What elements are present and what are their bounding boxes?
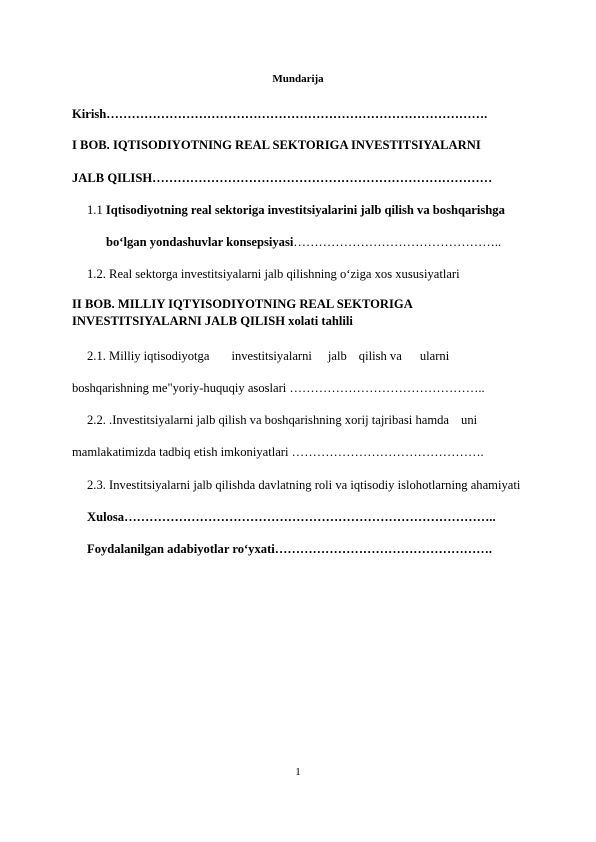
toc-section-1-1-cont xyxy=(106,234,501,250)
toc-entry-adabiyotlar: Foydalanilgan adabiyotlar ro‘yxati……………………………………………. xyxy=(87,542,493,556)
toc-section-1-2: 1.2. Real sektorga investitsiyalarni jalb qilishning o‘ziga xos xususiyatlari xyxy=(87,267,460,281)
toc-chapter-1-heading: I BOB. IQTISODIYOTNING REAL SEKTORIGA INVESTITSIYALARNI xyxy=(72,138,481,152)
toc-section-2-2-cont: mamlakatimizda tadbiq etish imkoniyatlari ………………………………………. xyxy=(72,445,484,459)
toc-section-2-1-word: investitsiyalarni xyxy=(231,349,312,363)
toc-section-2-1-cont: boshqarishning me"yoriy-huquqiy asoslari ……………………………………….. xyxy=(72,381,485,395)
toc-section-2-1-word: qilish va xyxy=(358,349,402,363)
toc-section-2-2-title: 2.2. .Investitsiyalarni jalb qilish va boshqarishning xorij tajribasi hamda xyxy=(87,413,450,427)
toc-section-2-3: 2.3. Investitsiyalarni jalb qilishda davlatning roli va iqtisodiy islohotlarning ahamiyati xyxy=(87,478,521,492)
toc-section-1-1 xyxy=(87,202,505,218)
toc-section-2-2 xyxy=(87,412,477,428)
toc-chapter-1-heading-cont: JALB QILISH……………………………………………………………………… xyxy=(72,171,493,185)
toc-section-2-2-title-end: uni xyxy=(461,413,478,427)
toc-chapter-2-heading: II BOB. MILLIY IQTYISODIYOTNING REAL SEKTORIGA xyxy=(72,297,413,311)
toc-section-2-1 xyxy=(87,348,449,364)
toc-title: Mundarija xyxy=(272,73,324,85)
toc-entry-kirish: Kirish………………………………………………………………………………. xyxy=(72,107,488,121)
toc-section-1-1-leader: ………………………………………….. xyxy=(293,235,502,249)
toc-section-2-1-word: 2.1. Milliy iqtisodiyotga xyxy=(87,349,210,363)
toc-section-2-1-word: ularni xyxy=(419,349,450,363)
toc-entry-xulosa: Xulosa…………………………………………………………………………….. xyxy=(87,510,496,524)
toc-section-2-1-word: jalb xyxy=(327,349,347,363)
toc-section-1-1-number: 1.1 xyxy=(87,203,106,217)
toc-section-1-1-title: Iqtisodiyotning real sektoriga investitsiyalarini jalb qilish va boshqarishga xyxy=(105,203,505,217)
toc-section-1-1-title-cont: bo‘lgan yondashuvlar konsepsiyasi xyxy=(106,235,294,249)
toc-chapter-2-heading-cont: INVESTITSIYALARNI JALB QILISH xolati tahlili xyxy=(72,314,353,328)
page-number: 1 xyxy=(295,766,301,778)
